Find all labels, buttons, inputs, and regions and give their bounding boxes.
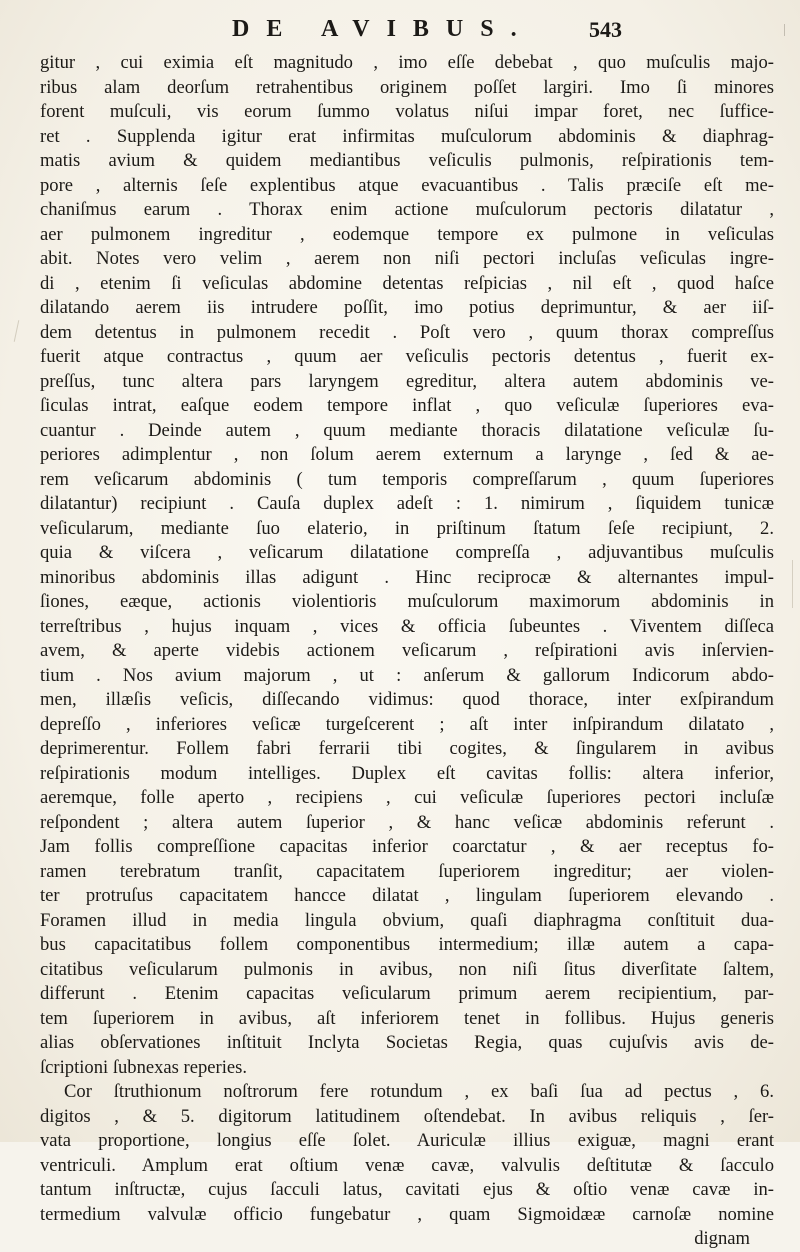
margin-mark: [14, 320, 20, 342]
text-line: digitos , & 5. digitorum latitudinem oſtendebat. In avibus reliquis , ſer-: [40, 1105, 774, 1127]
text-line: avem, & aperte videbis actionem veſicarum , reſpirationi avis inſervien-: [40, 640, 774, 661]
text-line: rem veſicarum abdominis ( tum temporis compreſſarum , quum ſuperiores: [40, 468, 774, 490]
text-line: di , etenim ſi veſiculas abdomine detentas reſpicias , nil eſt , quod haſce: [40, 272, 774, 294]
text-line: forent muſculi, vis eorum ſummo volatus niſui impar foret, nec ſuffice-: [40, 101, 774, 122]
text-line: ret . Supplenda igitur erat infirmitas muſculorum abdominis & diaphrag-: [40, 125, 774, 147]
text-line: Jam follis compreſſione capacitas inferior coarctatur , & aer receptus fo-: [40, 836, 774, 857]
text-line: bus capacitatibus follem componentibus intermedium; illæ autem a capa-: [40, 934, 774, 955]
text-line: tium . Nos avium majorum , ut : anſerum & gallorum Indicorum abdo-: [40, 664, 774, 686]
text-line: citatibus veſicularum pulmonis in avibus, non niſi ſitus diverſitate ſaltem,: [40, 958, 774, 980]
text-line: quia & viſcera , veſicarum dilatatione compreſſa , adjuvantibus muſculis: [40, 542, 774, 563]
text-line: gitur , cui eximia eſt magnitudo , imo eſſe debebat , quo muſculis majo-: [40, 52, 774, 73]
page-number: 543: [589, 17, 622, 42]
text-line: matis avium & quidem mediantibus veſiculis pulmonis, reſpirationis tem-: [40, 150, 774, 171]
text-line: men, illæſis veſicis, diſſecando vidimus: quod thorace, inter exſpirandum: [40, 689, 774, 710]
body-text: [40, 51, 774, 1252]
text-line: termedium valvulæ officio fungebatur , quam Sigmoidææ carnoſæ nomine: [40, 1203, 774, 1225]
text-line: differunt . Etenim capacitas veſicularum primum aerem recipientium, par-: [40, 983, 774, 1004]
text-line: ſiculas intrat, eaſque eodem tempore inflat , quo veſiculæ ſuperiores eva-: [40, 395, 774, 416]
text-line: tantum inſtructæ, cujus ſacculi latus, cavitati ejus & oſtio venæ cavæ in-: [40, 1179, 774, 1200]
text-line: Cor ſtruthionum noſtrorum fere rotundum , ex baſi ſua ad pectus , 6.: [64, 1081, 774, 1102]
text-line: ribus alam deorſum retrahentibus originem poſſet largiri. Imo ſi minores: [40, 76, 774, 98]
text-line: ramen terebratum tranſit, capacitatem ſuperiorem ingreditur; aer violen-: [40, 860, 774, 882]
text-line: deprimerentur. Follem fabri ferrarii tibi cogites, & ſingularem in avibus: [40, 738, 774, 759]
text-line: aer pulmonem ingreditur , eodemque tempore ex pulmone in veſiculas: [40, 223, 774, 245]
text-line: pore , alternis ſeſe explentibus atque evacuantibus . Talis præciſe eſt me-: [40, 174, 774, 196]
text-line: reſpirationis modum intelliges. Duplex eſt cavitas follis: altera inferior,: [40, 762, 774, 784]
running-title: DE AVIBUS.: [232, 16, 534, 42]
text-line: ter protruſus capacitatem hancce dilatat , lingulam ſuperiorem elevando .: [40, 885, 774, 906]
text-line: dilatantur) recipiunt . Cauſa duplex adeſt : 1. nimirum , ſiquidem tunicæ: [40, 493, 774, 514]
text-line: abit. Notes vero velim , aerem non niſi pectori incluſas veſiculas ingre-: [40, 248, 774, 269]
text-line: terreſtribus , hujus inquam , vices & officia ſubeuntes . Viventem diſſeca: [40, 615, 774, 637]
text-line: vata proportione, longius eſſe ſolet. Auriculæ illius exiguæ, magni erant: [40, 1130, 774, 1151]
print-mark: [784, 24, 788, 36]
text-line: veſicularum, mediante ſuo elaterio, in priſtinum ſtatum ſeſe recipiunt, 2.: [40, 517, 774, 539]
text-line: dilatando aerem iis intrudere poſſit, imo potius deprimuntur, & aer iiſ-: [40, 297, 774, 318]
text-line: periores adimplentur , non ſolum aerem externum a larynge , ſed & ae-: [40, 444, 774, 465]
text-line: chaniſmus earum . Thorax enim actione muſculorum pectoris dilatatur ,: [40, 199, 774, 220]
margin-mark: [792, 560, 793, 608]
text-line: preſſus, tunc altera pars laryngem egreditur, altera autem abdominis ve-: [40, 370, 774, 392]
text-line: tem ſuperiorem in avibus, aſt inferiorem tenet in follibus. Hujus generis: [40, 1007, 774, 1029]
text-line: depreſſo , inferiores veſicæ turgeſcerent ; aſt inter inſpirandum dilatato ,: [40, 713, 774, 735]
text-line: dem detentus in pulmonem recedit . Poſt vero , quum thorax compreſſus: [40, 321, 774, 343]
text-line: reſpondent ; altera autem ſuperior , & hanc veſicæ abdominis referunt .: [40, 811, 774, 833]
text-line: Foramen illud in media lingula obvium, quaſi diaphragma conſtituit dua-: [40, 909, 774, 931]
text-line: aeremque, folle aperto , recipiens , cui veſiculæ ſuperiores pectori incluſæ: [40, 787, 774, 808]
text-line: ſcriptioni ſubnexas reperies.: [40, 1056, 248, 1078]
catchword: dignam: [694, 1228, 750, 1249]
text-line: ſiones, eæque, actionis violentioris muſculorum maximorum abdominis in: [40, 591, 774, 612]
text-line: ventriculi. Amplum erat oſtium venæ cavæ, valvulis deſtitutæ & ſacculo: [40, 1154, 774, 1176]
page-header: [232, 10, 622, 46]
text-line: minoribus abdominis illas adigunt . Hinc reciprocæ & alternantes impul-: [40, 566, 774, 588]
text-line: cuantur . Deinde autem , quum mediante thoracis dilatatione veſiculæ ſu-: [40, 419, 774, 441]
text-line: fuerit atque contractus , quum aer veſiculis pectoris detentus , fuerit ex-: [40, 346, 774, 367]
text-line: alias obſervationes inſtituit Inclyta Societas Regia, quas cujuſvis avis de-: [40, 1032, 774, 1053]
